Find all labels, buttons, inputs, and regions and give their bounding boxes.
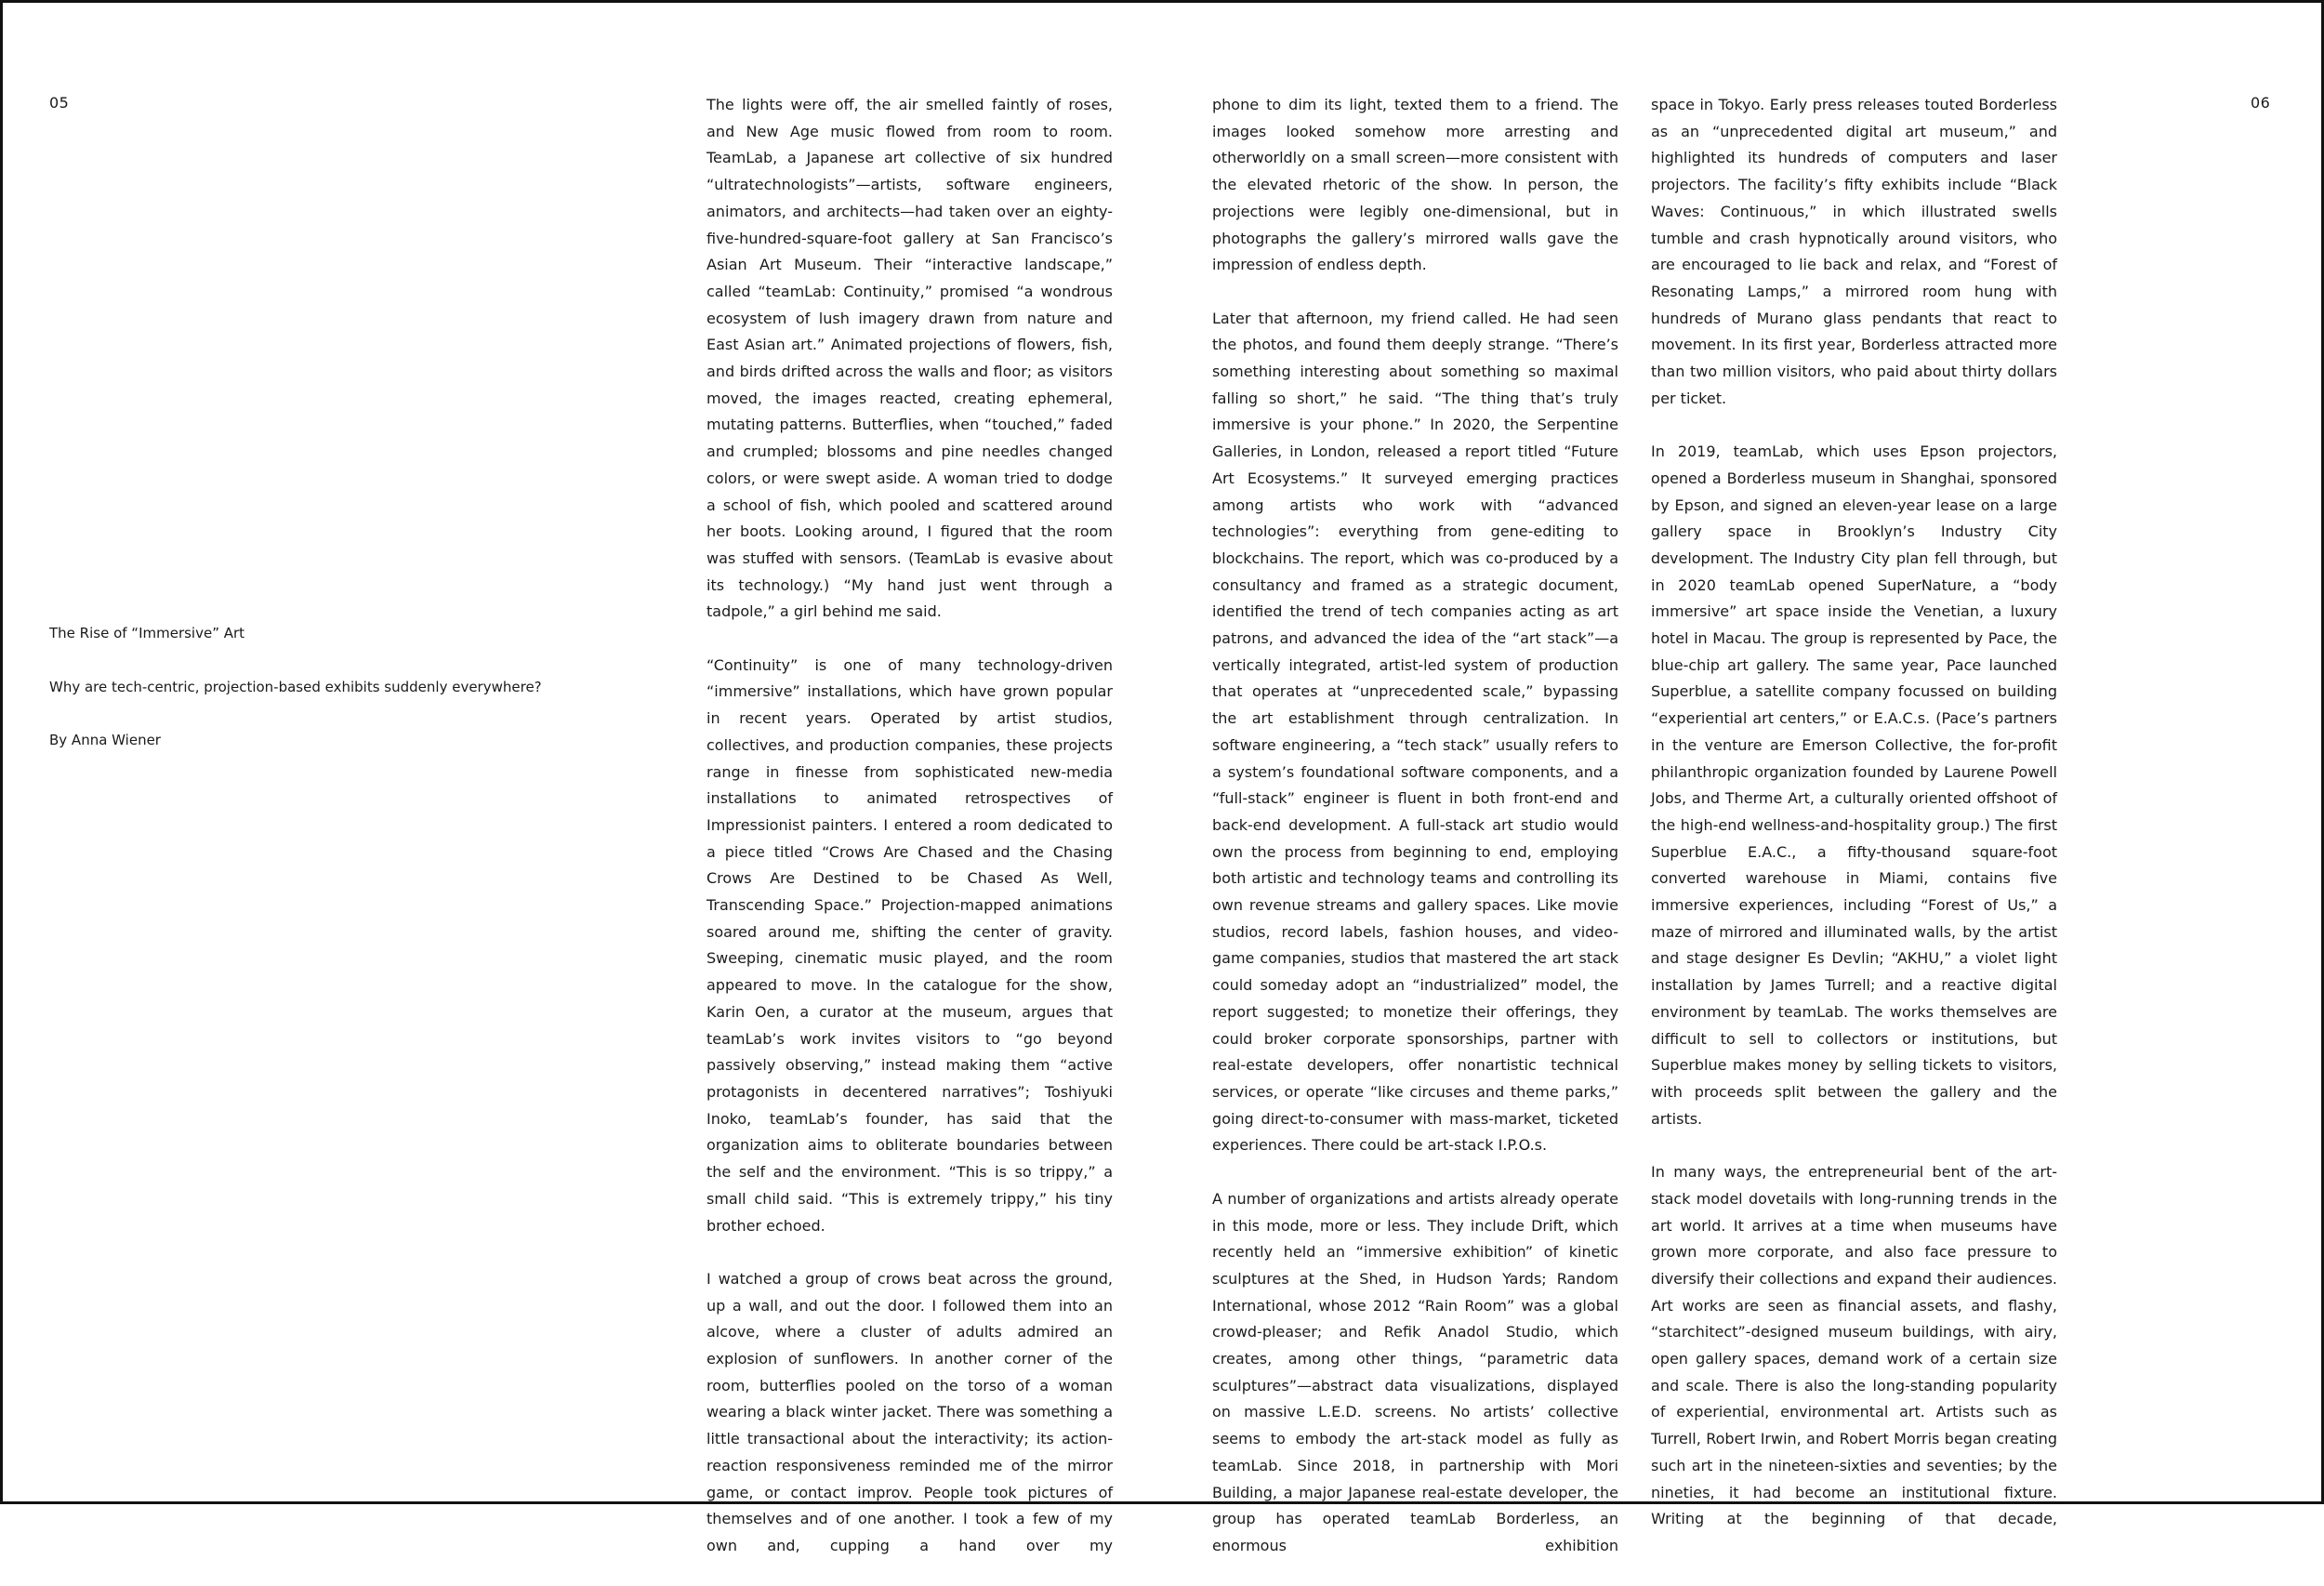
article-byline: By Anna Wiener bbox=[49, 732, 161, 748]
text-column-1 bbox=[706, 92, 1113, 1586]
paragraph: A number of organizations and artists already operate in this mode, more or less. They include Drift, which recently held an “immersive exhibition” of kinetic sculptures at the Shed, in Hudson Yards; Random International, whose 2012 “Rain Room” was a global crowd-pleaser; and Refik Anadol Studio, which creates, among other things, “parametric data sculptures”—abstract data visualizations, displayed on massive L.E.D. screens. No artists’ collective seems to embody the art-stack model as fully as teamLab. Since 2018, in partnership with Mori Building, a major Japanese real-estate developer, the group has operated teamLab Borderless, an enormous exhibition bbox=[1212, 1189, 1618, 1554]
article-dek: Why are tech-centric, projection-based exhibits suddenly everywhere? bbox=[49, 679, 542, 695]
paragraph: I watched a group of crows beat across the ground, up a wall, and out the door. I followed them into an alcove, where a cluster of adults admired an explosion of sunflowers. In another corner of the room, butterflies pooled on the torso of a woman wearing a black winter jacket. There was something a little transactional about the interactivity; its action-reaction responsiveness reminded me of the mirror game, or contact improv. People took pictures of themselves and of one another. I took a few of my own and, cupping a hand over my bbox=[706, 1269, 1113, 1554]
paragraph: phone to dim its light, texted them to a friend. The images looked somehow more arresting and otherworldly on a small screen—more consistent with the elevated rhetoric of the show. In person, the projections were legibly one-dimensional, but in photographs the gallery’s mirrored walls gave the impression of endless depth. bbox=[1212, 96, 1618, 274]
paragraph: “Continuity” is one of many technology-driven “immersive” installations, which have grown popular in recent years. Operated by artist studios, collectives, and production companies, these projects range in finesse from sophisticated new-media installations to animated retrospectives of Impressionist painters. I entered a room dedicated to a piece titled “Crows Are Chased and the Chasing Crows Are Destined to be Chased As Well, Transcending Space.” Projection-mapped animations soared around me, shifting the center of gravity. Sweeping, cinematic music played, and the room appeared to move. In the catalogue for the show, Karin Oen, a curator at the museum, argues that teamLab’s work invites visitors to “go beyond passively observing,” instead making them “active protagonists in decentered narratives”; Toshiyuki Inoko, teamLab’s founder, has said that the organization aims to obliterate boundaries between the self and the environment. “This is so trippy,” a small child said. “This is extremely trippy,” his tiny brother echoed. bbox=[706, 655, 1113, 1235]
paragraph: space in Tokyo. Early press releases touted Borderless as an “unprecedented digital art museum,” and highlighted its hundreds of computers and laser projectors. The facility’s fifty exhibits include “Black Waves: Continuous,” in which illustrated swells tumble and crash hypnotically around visitors, who are encouraged to lie back and relax, and “Forest of Resonating Lamps,” a mirrored room hung with hundreds of Murano glass pendants that react to movement. In its first year, Borderless attracted more than two million visitors, who paid about thirty dollars per ticket. bbox=[1651, 96, 2057, 407]
page-number-left: 05 bbox=[49, 94, 70, 112]
paragraph: In many ways, the entrepreneurial bent of the art-stack model dovetails with long-running trends in the art world. It arrives at a time when museums have grown more corporate, and also face pressure to diversify their collections and expand their audiences. Art works are seen as financial assets, and flashy, “starchitect”-designed museum buildings, with airy, open gallery spaces, demand work of a certain size and scale. There is also the long-standing popularity of experiential, environmental art. Artists such as Turrell, Robert Irwin, and Robert Morris began creating such art in the nineteen-sixties and seventies; by the nineties, it had become an institutional fixture. Writing at the beginning of that decade, bbox=[1651, 1163, 2057, 1528]
paragraph: In 2019, teamLab, which uses Epson projectors, opened a Borderless museum in Shanghai, sponsored by Epson, and signed an eleven-year lease on a large gallery space in Brooklyn’s Industry City development. The Industry City plan fell through, but in 2020 teamLab opened SuperNature, a “body immersive” art space inside the Venetian, a luxury hotel in Macau. The group is represented by Pace, the blue-chip art gallery. The same year, Pace launched Superblue, a satellite company focussed on building “experiential art centers,” or E.A.C.s. (Pace’s partners in the venture are Emerson Collective, the for-profit philanthropic organization founded by Laurene Powell Jobs, and Therme Art, a culturally oriented offshoot of the high-end wellness-and-hospitality group.) The first Superblue E.A.C., a fifty-thousand square-foot converted warehouse in Miami, contains five immersive experiences, including “Forest of Us,” a maze of mirrored and illuminated walls, by the artist and stage designer Es Devlin; “AKHU,” a violet light installation by James Turrell; and a reactive digital environment by teamLab. The works themselves are difficult to sell to collectors or institutions, but Superblue makes money by selling tickets to visitors, with proceeds split between the gallery and the artists. bbox=[1651, 443, 2057, 1128]
paragraph: The lights were off, the air smelled faintly of roses, and New Age music flowed from room to room. TeamLab, a Japanese art collective of six hundred “ultratechnologists”—artists, software engineers, animators, and architects—had taken over an eighty-five-hundred-square-foot gallery at San Francisco’s Asian Art Museum. Their “interactive landscape,” called “teamLab: Continuity,” promised “a wondrous ecosystem of lush imagery drawn from nature and East Asian art.” Animated projections of flowers, fish, and birds drifted across the walls and floor; as visitors moved, the images reacted, creating ephemeral, mutating patterns. Butterflies, when “touched,” faded and crumpled; blossoms and pine needles changed colors, or were swept aside. A woman tried to dodge a school of fish, which pooled and scattered around her boots. Looking around, I figured that the room was stuffed with sensors. (TeamLab is evasive about its technology.) “My hand just went through a tadpole,” a girl behind me said. bbox=[706, 96, 1113, 621]
text-column-2 bbox=[1212, 92, 1618, 1586]
paragraph: Later that afternoon, my friend called. He had seen the photos, and found them deeply strange. “There’s something interesting about something so maximal falling so short,” he said. “The thing that’s truly immersive is your phone.” In 2020, the Serpentine Galleries, in London, released a report titled “Future Art Ecosystems.” It surveyed emerging practices among artists who work with “advanced technologies”: everything from gene-editing to blockchains. The report, which was co-produced by a consultancy and framed as a strategic document, identified the trend of tech companies acting as art patrons, and advanced the idea of the “art stack”—a vertically integrated, artist-led system of production that operates at “unprecedented scale,” bypassing the art establishment through centralization. In software engineering, a “tech stack” usually refers to a system’s foundational software components, and a “full-stack” engineer is fluent in both front-end and back-end development. A full-stack art studio would own the process from beginning to end, employing both artistic and technology teams and controlling its own revenue streams and gallery spaces. Like movie studios, record labels, fashion houses, and video-game companies, studios that mastered the art stack could someday adopt an “industrialized” model, the report suggested; to monetize their offerings, they could broker corporate sponsorships, partner with real-estate developers, offer nonartistic technical services, or operate “like circuses and theme parks,” going direct-to-consumer with mass-market, ticketed experiences. There could be art-stack I.P.O.s. bbox=[1212, 309, 1618, 1155]
text-column-3 bbox=[1651, 92, 2057, 1560]
article-title: The Rise of “Immersive” Art bbox=[49, 625, 245, 641]
page-number-right: 06 bbox=[2251, 94, 2271, 112]
